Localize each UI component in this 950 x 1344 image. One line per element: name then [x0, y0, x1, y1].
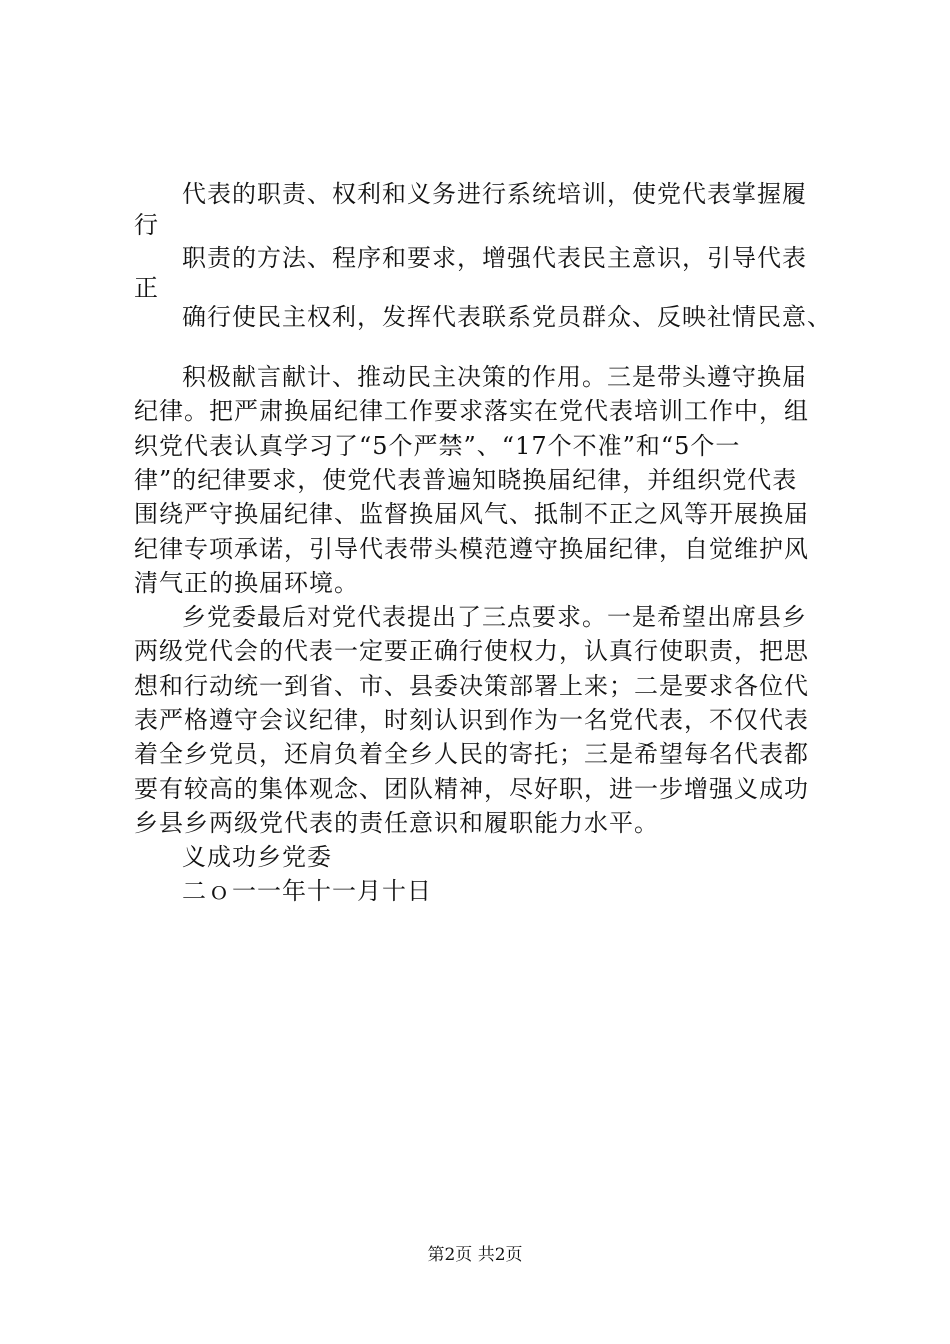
- body-text-line: 乡党委最后对党代表提出了三点要求。一是希望出席县乡: [182, 603, 807, 631]
- body-text-line: 代表的职责、权利和义务进行系统培训，使党代表掌握履: [182, 180, 807, 208]
- body-text-line: 织党代表认真学习了“5个严禁”、“17个不准”和“5个一: [134, 432, 741, 460]
- page-number-footer: 第2页 共2页: [427, 1245, 523, 1265]
- body-text-line: 乡县乡两级党代表的责任意识和履职能力水平。: [134, 809, 659, 837]
- body-text-line: 纪律专项承诺，引导代表带头模范遵守换届纪律，自觉维护风: [134, 535, 809, 563]
- signature-date: 二ｏ一一年十一月十日: [182, 877, 432, 905]
- body-text-line: 表严格遵守会议纪律，时刻认识到作为一名党代表，不仅代表: [134, 706, 809, 734]
- body-text-line: 积极献言献计、推动民主决策的作用。三是带头遵守换届: [182, 363, 807, 391]
- body-text-line: 确行使民主权利，发挥代表联系党员群众、反映社情民意、: [182, 303, 832, 331]
- body-text-line: 两级党代会的代表一定要正确行使权力，认真行使职责，把思: [134, 637, 809, 665]
- body-text-line: 行: [134, 211, 159, 239]
- body-text-line: 着全乡党员，还肩负着全乡人民的寄托；三是希望每名代表都: [134, 740, 809, 768]
- body-text-line: 纪律。把严肃换届纪律工作要求落实在党代表培训工作中，组: [134, 397, 809, 425]
- body-text-line: 职责的方法、程序和要求，增强代表民主意识，引导代表: [182, 244, 807, 272]
- body-text-line: 律”的纪律要求，使党代表普遍知晓换届纪律，并组织党代表: [134, 466, 798, 494]
- body-text-line: 想和行动统一到省、市、县委决策部署上来；二是要求各位代: [134, 672, 809, 700]
- body-text-line: 要有较高的集体观念、团队精神，尽好职，进一步增强义成功: [134, 775, 809, 803]
- body-text-line: 正: [134, 274, 159, 302]
- body-text-line: 清气正的换届环境。: [134, 569, 359, 597]
- signature-organization: 义成功乡党委: [182, 843, 332, 871]
- body-text-line: 围绕严守换届纪律、监督换届风气、抵制不正之风等开展换届: [134, 500, 809, 528]
